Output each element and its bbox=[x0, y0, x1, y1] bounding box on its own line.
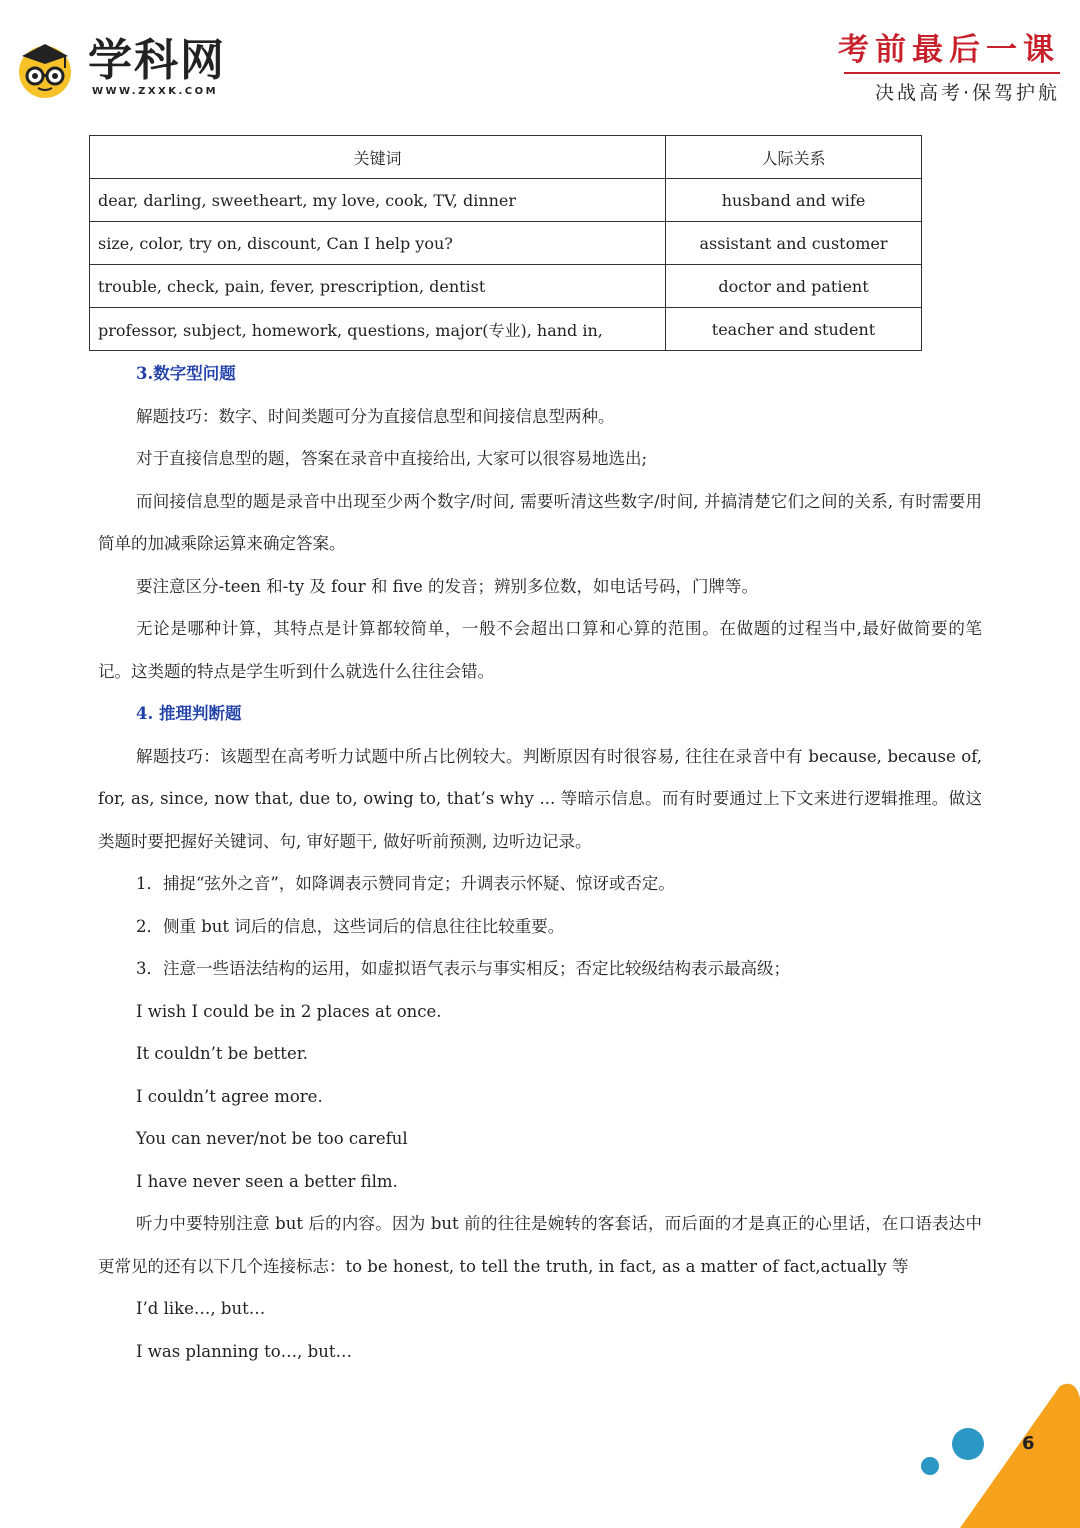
table-cell-keywords: dear, darling, sweetheart, my love, cook, TV, dinner bbox=[90, 179, 666, 222]
paragraph: 听力中要特别注意 but 后的内容。因为 but 前的往往是婉转的客套话，而后面的才是真正的心里话，在口语表达中更常见的还有以下几个连接标志：to be honest, to tell the truth, in fact, as a matter of fact,actually 等 bbox=[98, 1214, 982, 1276]
example-sentence: I wish I could be in 2 places at once. bbox=[136, 1001, 442, 1021]
mascot-logo-icon bbox=[14, 38, 76, 100]
table-header-keywords: 关键词 bbox=[90, 136, 666, 179]
table-row bbox=[90, 179, 922, 222]
table-row bbox=[90, 222, 922, 265]
paragraph: 而间接信息型的题是录音中出现至少两个数字/时间, 需要听清这些数字/时间, 并搞清楚它们之间的关系, 有时需要用简单的加减乘除运算来确定答案。 bbox=[98, 491, 982, 553]
example-sentence: I was planning to…, but… bbox=[136, 1341, 352, 1361]
example-sentence: It couldn’t be better. bbox=[136, 1044, 309, 1063]
article-body bbox=[98, 353, 982, 1373]
example-sentence: I have never seen a better film. bbox=[136, 1171, 398, 1191]
slogan-title: 考前最后一课 bbox=[838, 32, 1060, 68]
keyword-relationship-table bbox=[89, 135, 922, 351]
page-number: 6 bbox=[1022, 1433, 1035, 1454]
list-item: 1．捕捉“弦外之音”，如降调表示赞同肯定；升调表示怀疑、惊讶或否定。 bbox=[136, 874, 675, 893]
table-cell-relationship: assistant and customer bbox=[666, 222, 922, 265]
slogan-divider bbox=[844, 72, 1060, 74]
example-sentence: You can never/not be too careful bbox=[136, 1129, 408, 1148]
slogan bbox=[830, 30, 1060, 105]
table-cell-keywords: professor, subject, homework, questions, major(专业), hand in, bbox=[90, 308, 666, 351]
table-header-row bbox=[90, 136, 922, 179]
example-sentence: I couldn’t agree more. bbox=[136, 1086, 323, 1106]
table-cell-relationship: doctor and patient bbox=[666, 265, 922, 308]
slogan-subtitle: 决战高考·保驾护航 bbox=[874, 82, 1060, 104]
paragraph: 对于直接信息型的题，答案在录音中直接给出, 大家可以很容易地选出; bbox=[136, 449, 648, 468]
table-cell-relationship: teacher and student bbox=[666, 308, 922, 351]
paragraph: 解题技巧：数字、时间类题可分为直接信息型和间接信息型两种。 bbox=[136, 406, 615, 426]
table-cell-keywords: size, color, try on, discount, Can I help you? bbox=[90, 222, 666, 265]
table-cell-keywords: trouble, check, pain, fever, prescription, dentist bbox=[90, 265, 666, 308]
brand-url: WWW.ZXXK.COM bbox=[92, 86, 219, 97]
site-logo[interactable] bbox=[14, 34, 244, 104]
table-row bbox=[90, 265, 922, 308]
corner-decoration bbox=[900, 1378, 1080, 1528]
list-item: 3．注意一些语法结构的运用，如虚拟语气表示与事实相反；否定比较级结构表示最高级； bbox=[136, 959, 790, 978]
section-heading-numbers: 3.数字型问题 bbox=[136, 364, 236, 383]
paragraph: 解题技巧：该题型在高考听力试题中所占比例较大。判断原因有时很容易, 往往在录音中有 because, because of, for, as, since, now that, due to, owing to, that’s why ... 等暗示信息。而有时要通过上下文来进行逻辑推理。做这类题时要把握好关键词、句, 审好题干, 做好听前预测, 边听边记录。 bbox=[98, 746, 982, 851]
paragraph: 无论是哪种计算，其特点是计算都较简单，一般不会超出口算和心算的范围。在做题的过程当中,最好做简要的笔记。这类题的特点是学生听到什么就选什么往往会错。 bbox=[98, 619, 982, 681]
paragraph: 要注意区分-teen 和-ty 及 four 和 five 的发音；辨别多位数，如电话号码，门牌等。 bbox=[136, 576, 759, 596]
table-cell-relationship: husband and wife bbox=[666, 179, 922, 222]
table-row bbox=[90, 308, 922, 351]
list-item: 2．侧重 but 词后的信息，这些词后的信息往往比较重要。 bbox=[136, 916, 565, 936]
section-heading-inference: 4. 推理判断题 bbox=[136, 704, 242, 723]
example-sentence: I’d like…, but… bbox=[136, 1299, 266, 1318]
table-header-relationship: 人际关系 bbox=[666, 136, 922, 179]
brand-name: 学科网 bbox=[88, 35, 226, 86]
